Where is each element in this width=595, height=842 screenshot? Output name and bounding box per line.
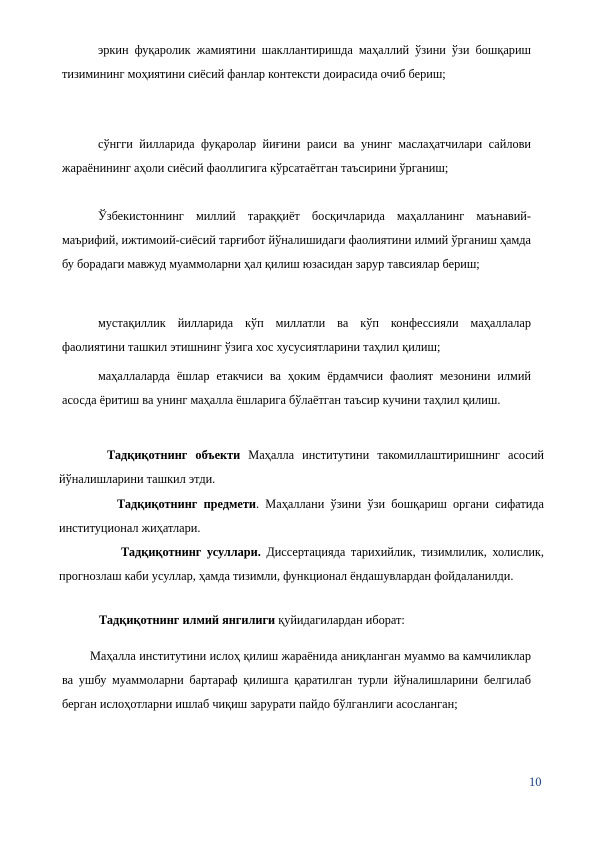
research-subject-paragraph: Тадқиқотнинг предмети. Маҳаллани ўзини ўзи бошқариш органи сифатида институционал жиҳатлари. <box>59 497 544 535</box>
scientific-novelty-heading: Тадқиқотнинг илмий янгилиги <box>99 613 276 627</box>
objective-item-2: сўнгги йилларида фуқаролар йиғини раиси ва унинг маслаҳатчилари сайлови жараёнининг аҳоли сиёсий фаоллигига кўрсатаётган таъсирини ўрганиш; <box>62 137 531 175</box>
objective-item-1: эркин фуқаролик жамиятини шакллантиришда маҳаллий ўзини ўзи бошқариш тизимининг моҳиятини сиёсий фанлар контексти доирасида очиб бериш; <box>62 43 531 81</box>
page-number: 10 <box>529 775 542 789</box>
scientific-novelty-paragraph: Тадқиқотнинг илмий янгилиги қуйидагилардан иборат: <box>99 613 405 627</box>
research-methods-heading: Тадқиқотнинг усуллари. <box>121 545 261 559</box>
objective-item-5: маҳаллаларда ёшлар етакчиси ва ҳоким ёрдамчиси фаолият мезонини илмий асосда ёритиш ва унинг маҳалла ёшларига бўлаётган таъсир кучини таҳлил қилиш. <box>62 369 531 407</box>
objective-item-3: Ўзбекистоннинг миллий тараққиёт босқичларида маҳалланинг маънавий-маърифий, ижтимоий-сиёсий тарғибот йўналишидаги фаолиятини илмий ўрганиш ҳамда бу борадаги мавжуд муаммоларни ҳал қилиш юзасидан зарур тавсиялар бериш; <box>62 209 531 271</box>
research-object-heading: Тадқиқотнинг объекти <box>107 448 241 462</box>
research-methods-paragraph: Тадқиқотнинг усуллари. Диссертацияда тарихийлик, тизимлилик, холислик, прогнозлаш каби усуллар, ҳамда тизимли, функционал ёндашувлардан фойдаланилди. <box>59 545 544 583</box>
objective-item-4: мустақиллик йилларида кўп миллатли ва кўп конфессияли маҳаллалар фаолиятини ташкил этишнинг ўзига хос хусусиятларини таҳлил қилиш; <box>62 316 531 354</box>
research-subject-heading: Тадқиқотнинг предмети <box>117 497 257 511</box>
research-object-paragraph: Тадқиқотнинг объекти Маҳалла институтини такомиллаштиришнинг асосий йўналишларини ташкил этди. <box>59 448 544 486</box>
novelty-item-1: Маҳалла институтини ислоҳ қилиш жараёнида аниқланган муаммо ва камчиликлар ва ушбу муаммоларни бартараф қилишга қаратилган турли йўналишларини белгилаб берган ислоҳотларни ишлаб чиқиш зарурати пайдо бўлганлиги асосланган; <box>62 649 531 711</box>
